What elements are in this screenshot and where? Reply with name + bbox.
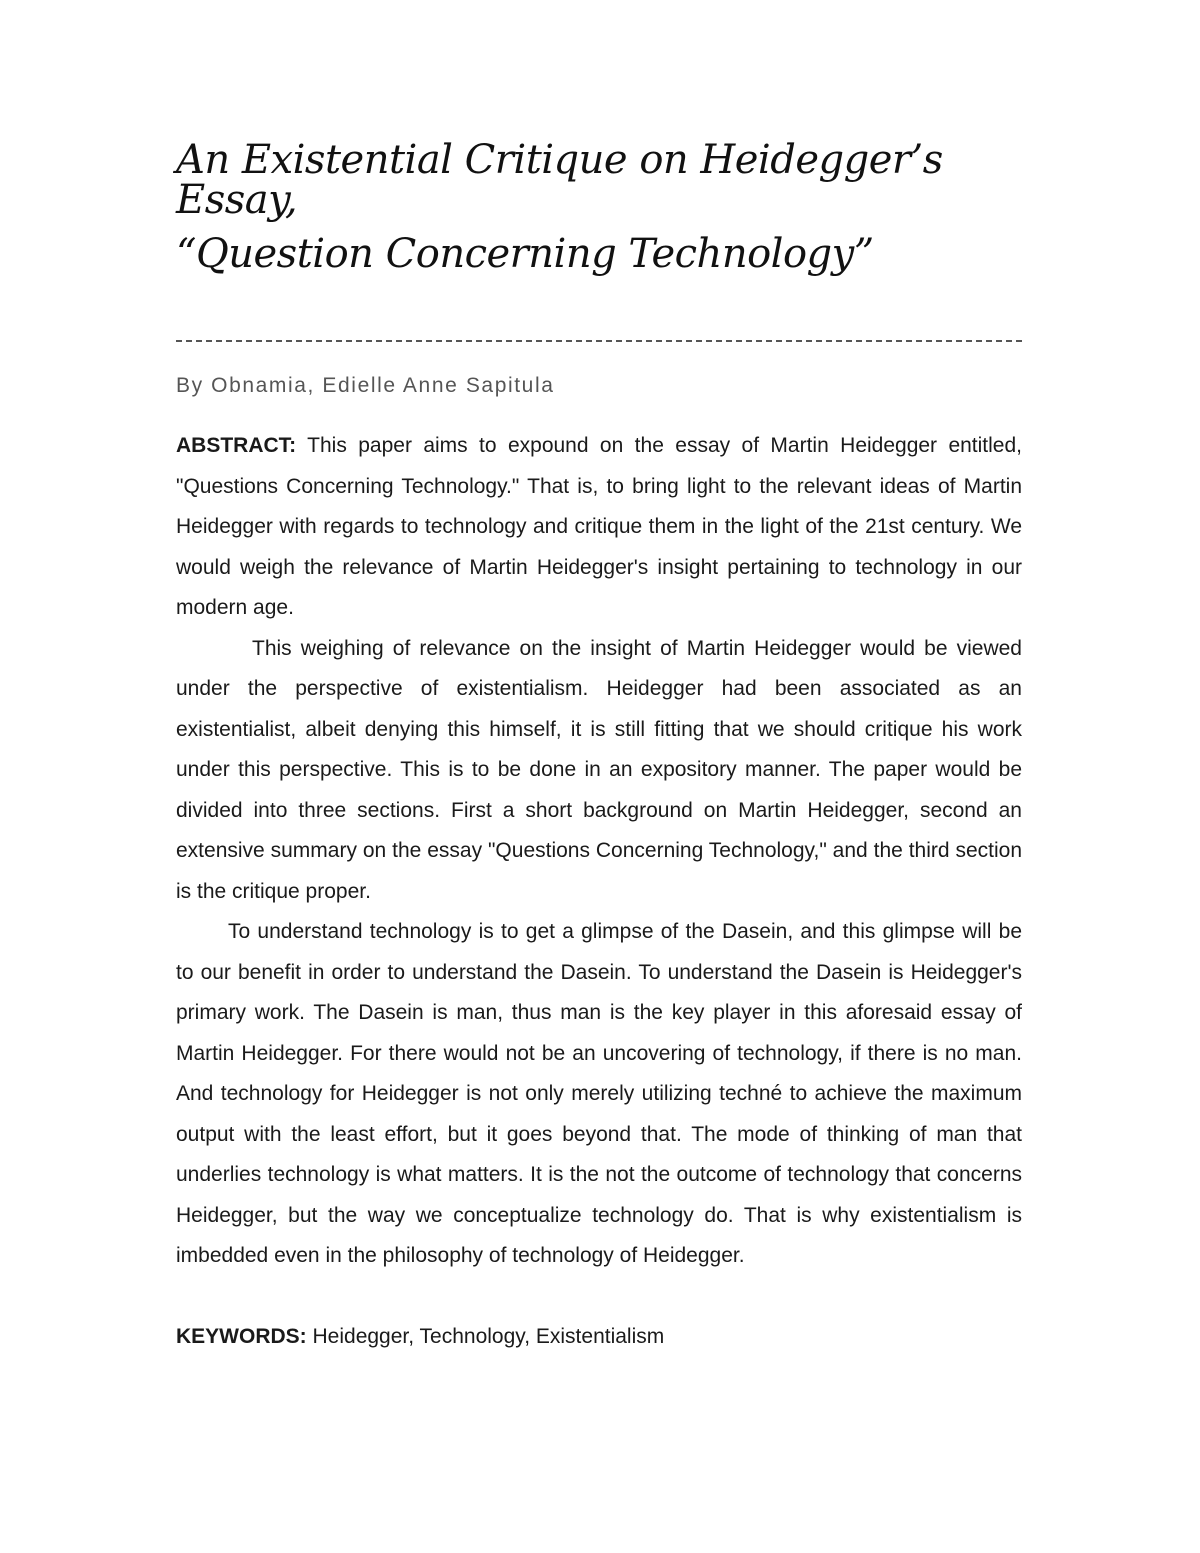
body-paragraph-1: This weighing of relevance on the insight of Martin Heidegger would be viewed under the perspective of existentialism. Heidegger had been associated as an existentialist, albeit denying this himself, it is still fitting that we should critique his work under this perspective. This is to be done in an expository manner. The paper would be divided into three sections. First a short background on Martin Heidegger, second an extensive summary on the essay "Questions Concerning Technology," and the third section is the critique proper. bbox=[176, 636, 1022, 903]
body-paragraph-2: To understand technology is to get a glimpse of the Dasein, and this glimpse will be to our benefit in order to understand the Dasein. To understand the Dasein is Heidegger's primary work. The Dasein is man, thus man is the key player in this aforesaid essay of Martin Heidegger. For there would not be an uncovering of technology, if there is no man. And technology for Heidegger is not only merely utilizing techné to achieve the maximum output with the least effort, but it goes beyond that. The mode of thinking of man that underlies technology is what matters. It is the not the outcome of technology that concerns Heidegger, but the way we conceptualize technology do. That is why existentialism is imbedded even in the philosophy of technology of Heidegger. bbox=[176, 920, 1022, 1267]
abstract-label: ABSTRACT: bbox=[176, 434, 297, 457]
document-page bbox=[176, 137, 1022, 1357]
keywords-text: Heidegger, Technology, Existentialism bbox=[306, 1324, 665, 1348]
author-byline: By Obnamia, Edielle Anne Sapitula bbox=[176, 374, 555, 397]
keywords-line bbox=[176, 1317, 1022, 1357]
abstract-paragraph bbox=[176, 426, 1022, 629]
title-line-1: An Existential Critique on Heidegger’s Essay, bbox=[176, 137, 943, 223]
keywords-label: KEYWORDS: bbox=[176, 1324, 307, 1348]
abstract-text: This paper aims to expound on the essay of Martin Heidegger entitled, "Questions Concerning Technology." That is, to bring light to the relevant ideas of Martin Heidegger with regards to technology and critique them in the light of the 21st century. We would weigh the relevance of Martin Heidegger's insight pertaining to technology in our modern age. bbox=[176, 434, 1022, 619]
title-divider bbox=[176, 340, 1022, 342]
paper-title bbox=[176, 137, 1022, 282]
title-line-2: “Question Concerning Technology” bbox=[176, 231, 874, 277]
